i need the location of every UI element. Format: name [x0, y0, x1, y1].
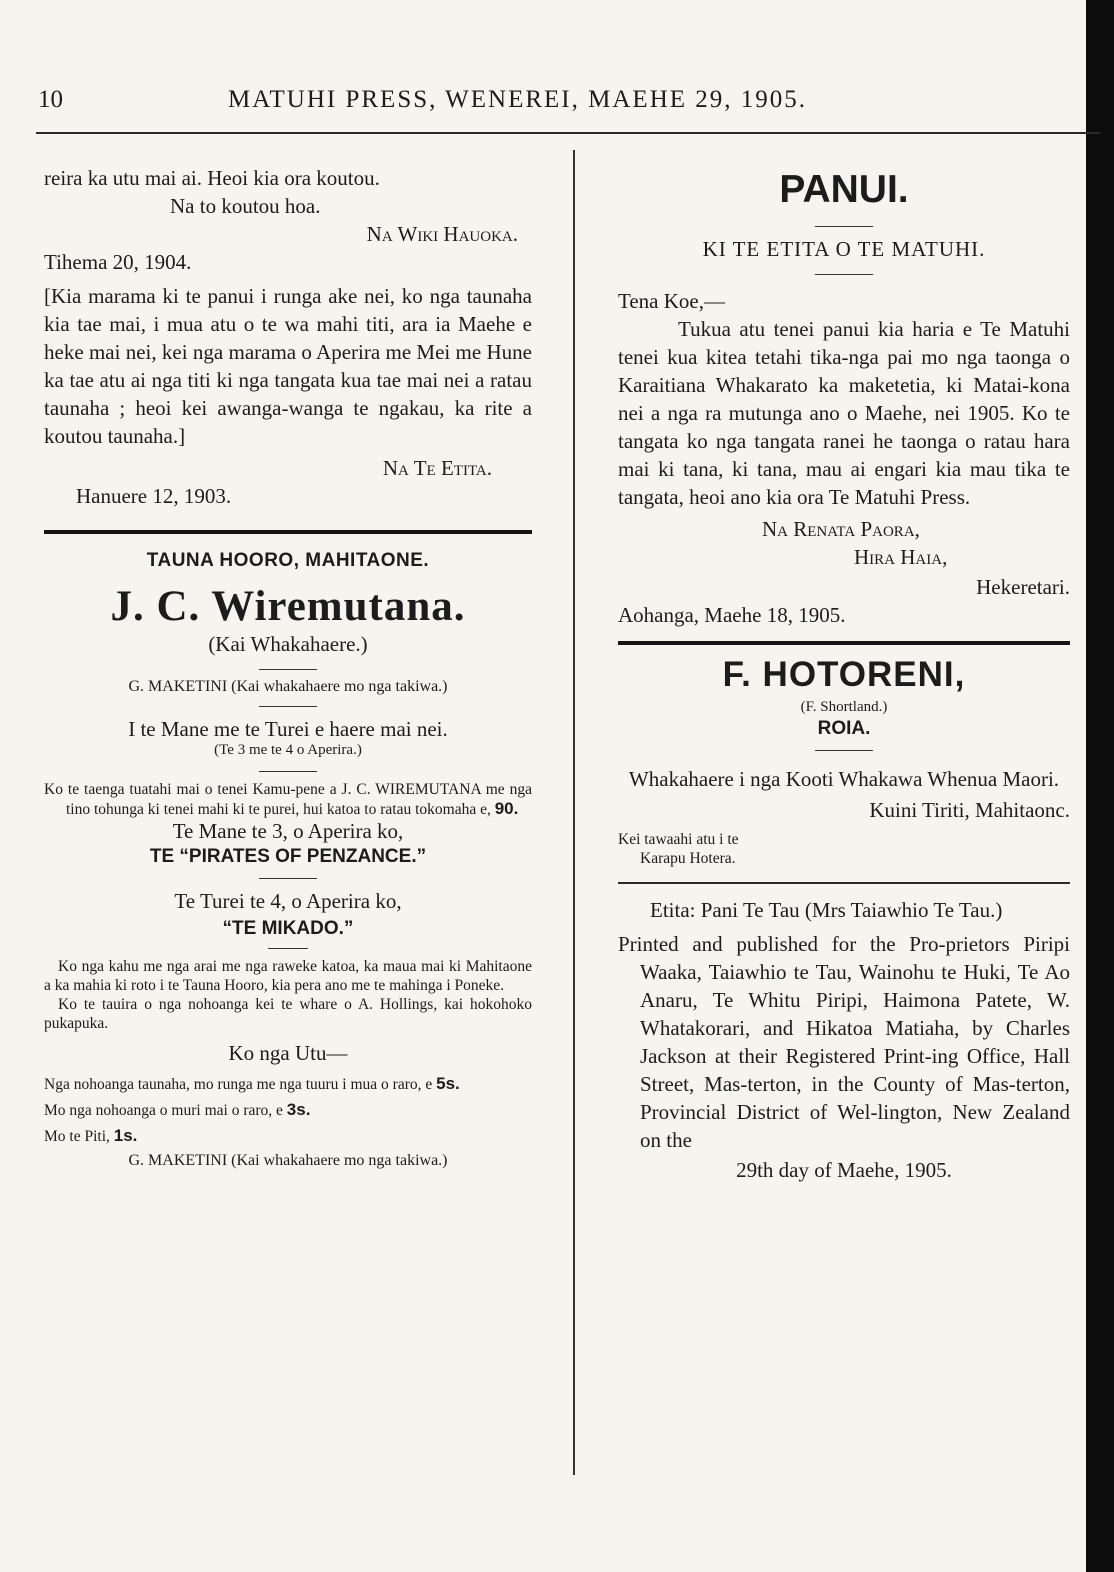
lawyer-alias: (F. Shortland.): [800, 699, 888, 715]
page-edge-shadow: [1086, 0, 1114, 1572]
column-divider: [573, 150, 575, 1475]
company-count: 90.: [494, 799, 519, 818]
price-reserved: Nga nohoanga taunaha, mo runga me nga tuuru i mua o raro, e 5s.: [44, 1074, 460, 1093]
divider: [815, 226, 873, 227]
price-back-amount: 3s.: [286, 1100, 311, 1119]
panui-date: Aohanga, Maehe 18, 1905.: [618, 603, 846, 627]
panui-salutation: Tena Koe,—: [618, 289, 725, 313]
divider: [259, 706, 317, 707]
lawyer-location-1: Kei tawaahi atu i te: [618, 831, 739, 848]
lawyer-address: Kuini Tiriti, Mahitaonc.: [869, 798, 1070, 822]
lawyer-title: ROIA.: [817, 718, 871, 739]
lawyer-name: F. HOTORENI,: [722, 655, 966, 694]
price-back: Mo nga nohoanga o muri mai o raro, e 3s.: [44, 1100, 311, 1119]
tuesday-show-intro: Te Turei te 4, o Aperira ko,: [174, 889, 402, 913]
letter-signoff: Na to koutou hoa.: [170, 194, 321, 218]
letter-date: Tihema 20, 1904.: [44, 250, 192, 274]
editor-signer: Na Te Etita.: [382, 456, 492, 480]
theatre-manager-role: (Kai Whakahaere.): [208, 632, 368, 656]
divider: [259, 878, 317, 879]
panui-title: PANUI.: [779, 168, 909, 211]
divider: [815, 274, 873, 275]
panui-signer-title: Hekeretari.: [976, 575, 1070, 599]
divider: [259, 771, 317, 772]
performance-days: I te Mane me te Turei e haere mai nei.: [128, 717, 448, 741]
imprint-body: Printed and published for the Pro-prietors Piripi Waaka, Taiawhio te Tau, Wainohu te Huki, Te Ao Anaru, Te Whitu Piripi, Haimona Patete, W. Whatakorari, and Hikatoa Matiaha, by Charles Jackson at their Registered Print-ing Office, Hall Street, Mas-terton, in the County of Mas-terton, Provincial District of Wel-lington, New Zealand on the: [618, 932, 1070, 1152]
right-column: [618, 164, 1070, 1184]
imprint-editor: Etita: Pani Te Tau (Mrs Taiawhio Te Tau.): [650, 898, 1003, 922]
imprint-date: 29th day of Maehe, 1905.: [736, 1158, 952, 1182]
theatre-agent-footer: G. MAKETINI (Kai whakahaere mo nga takiwa.): [128, 1152, 448, 1169]
page-number: 10: [38, 86, 63, 113]
letter-closing: reira ka utu mai ai. Heoi kia ora koutou.: [44, 166, 380, 190]
section-rule: [618, 882, 1070, 884]
price-reserved-amount: 5s.: [436, 1074, 460, 1093]
theatre-venue: TAUNA HOORO, MAHITAONE.: [146, 550, 430, 571]
price-pit: Mo te Piti, 1s.: [44, 1126, 138, 1145]
theatre-agent: G. MAKETINI (Kai whakahaere mo nga takiwa.): [128, 678, 448, 695]
letter-signer: Na Wiki Hauoka.: [366, 222, 518, 246]
prices-heading: Ko nga Utu—: [228, 1041, 348, 1065]
section-rule: [44, 530, 532, 534]
editor-note: [Kia marama ki te panui i runga ake nei, ko nga taunaha kia tae mai, i mua atu o te wa mahi titi, ara ia Maehe e heke mai nei, kei nga marama o Aperira me Mei me Hune ka tae atu ai nga titi ki nga tangata kua tae mai nei a ratau taunaha ; heoi kei awanga-wanga te ngakau, ka rite a koutou taunaha.]: [44, 284, 532, 448]
lawyer-location-2: Karapu Hotera.: [640, 850, 736, 867]
booking-note: Ko te tauira o nga nohoanga kei te whare o A. Hollings, kai hokohoko pukapuka.: [44, 996, 532, 1032]
divider: [268, 948, 308, 949]
monday-show-title: TE “PIRATES OF PENZANCE.”: [149, 846, 427, 867]
company-intro: Ko te taenga tuatahi mai o tenei Kamu-pene a J. C. WIREMUTANA me nga tino tohunga ki tenei mahi ki te purei, hui katoa to ratau tokomaha e, 90.: [44, 781, 532, 818]
masthead: MATUHI PRESS, WENEREI, MAEHE 29, 1905.: [228, 86, 808, 113]
tuesday-show-title: “TE MIKADO.”: [222, 918, 354, 939]
left-column: [44, 164, 532, 1170]
panui-signer-1: Na Renata Paora,: [762, 517, 920, 541]
price-pit-amount: 1s.: [113, 1126, 138, 1145]
lawyer-description: Whakahaere i nga Kooti Whakawa Whenua Maori.: [628, 767, 1060, 791]
divider: [815, 750, 873, 751]
panui-subtitle: KI TE ETITA O TE MATUHI.: [702, 237, 986, 261]
monday-show-intro: Te Mane te 3, o Aperira ko,: [172, 819, 404, 843]
panui-signer-2: Hira Haia,: [854, 545, 948, 569]
header-rule: [36, 132, 1100, 134]
panui-body: Tukua atu tenei panui kia haria e Te Matuhi tenei kua kitea tetahi tika-nga pai mo nga taonga o Karaitiana Whakarato ka maketetia, ki Matai-kona nei a nga ra mutunga ano o Maehe, nei 1905. Ko te tangata ko nga tangata ranei he taonga o ratau hara mai ki tana, ki tana, mau ai engari kia mau tika te tangata, heoi ano kia ora Te Matuhi Press.: [618, 317, 1070, 509]
editor-note-date: Hanuere 12, 1903.: [76, 484, 232, 508]
divider: [259, 669, 317, 670]
theatre-manager-name: J. C. Wiremutana.: [110, 583, 466, 630]
staging-note: Ko nga kahu me nga arai me nga raweke katoa, ka maua mai ki Mahitaone a ka mahia ki roto i te Tauna Hooro, kia pera ano me te mahinga i Poneke.: [44, 958, 532, 994]
performance-dates: (Te 3 me te 4 o Aperira.): [214, 742, 362, 758]
section-rule: [618, 641, 1070, 645]
